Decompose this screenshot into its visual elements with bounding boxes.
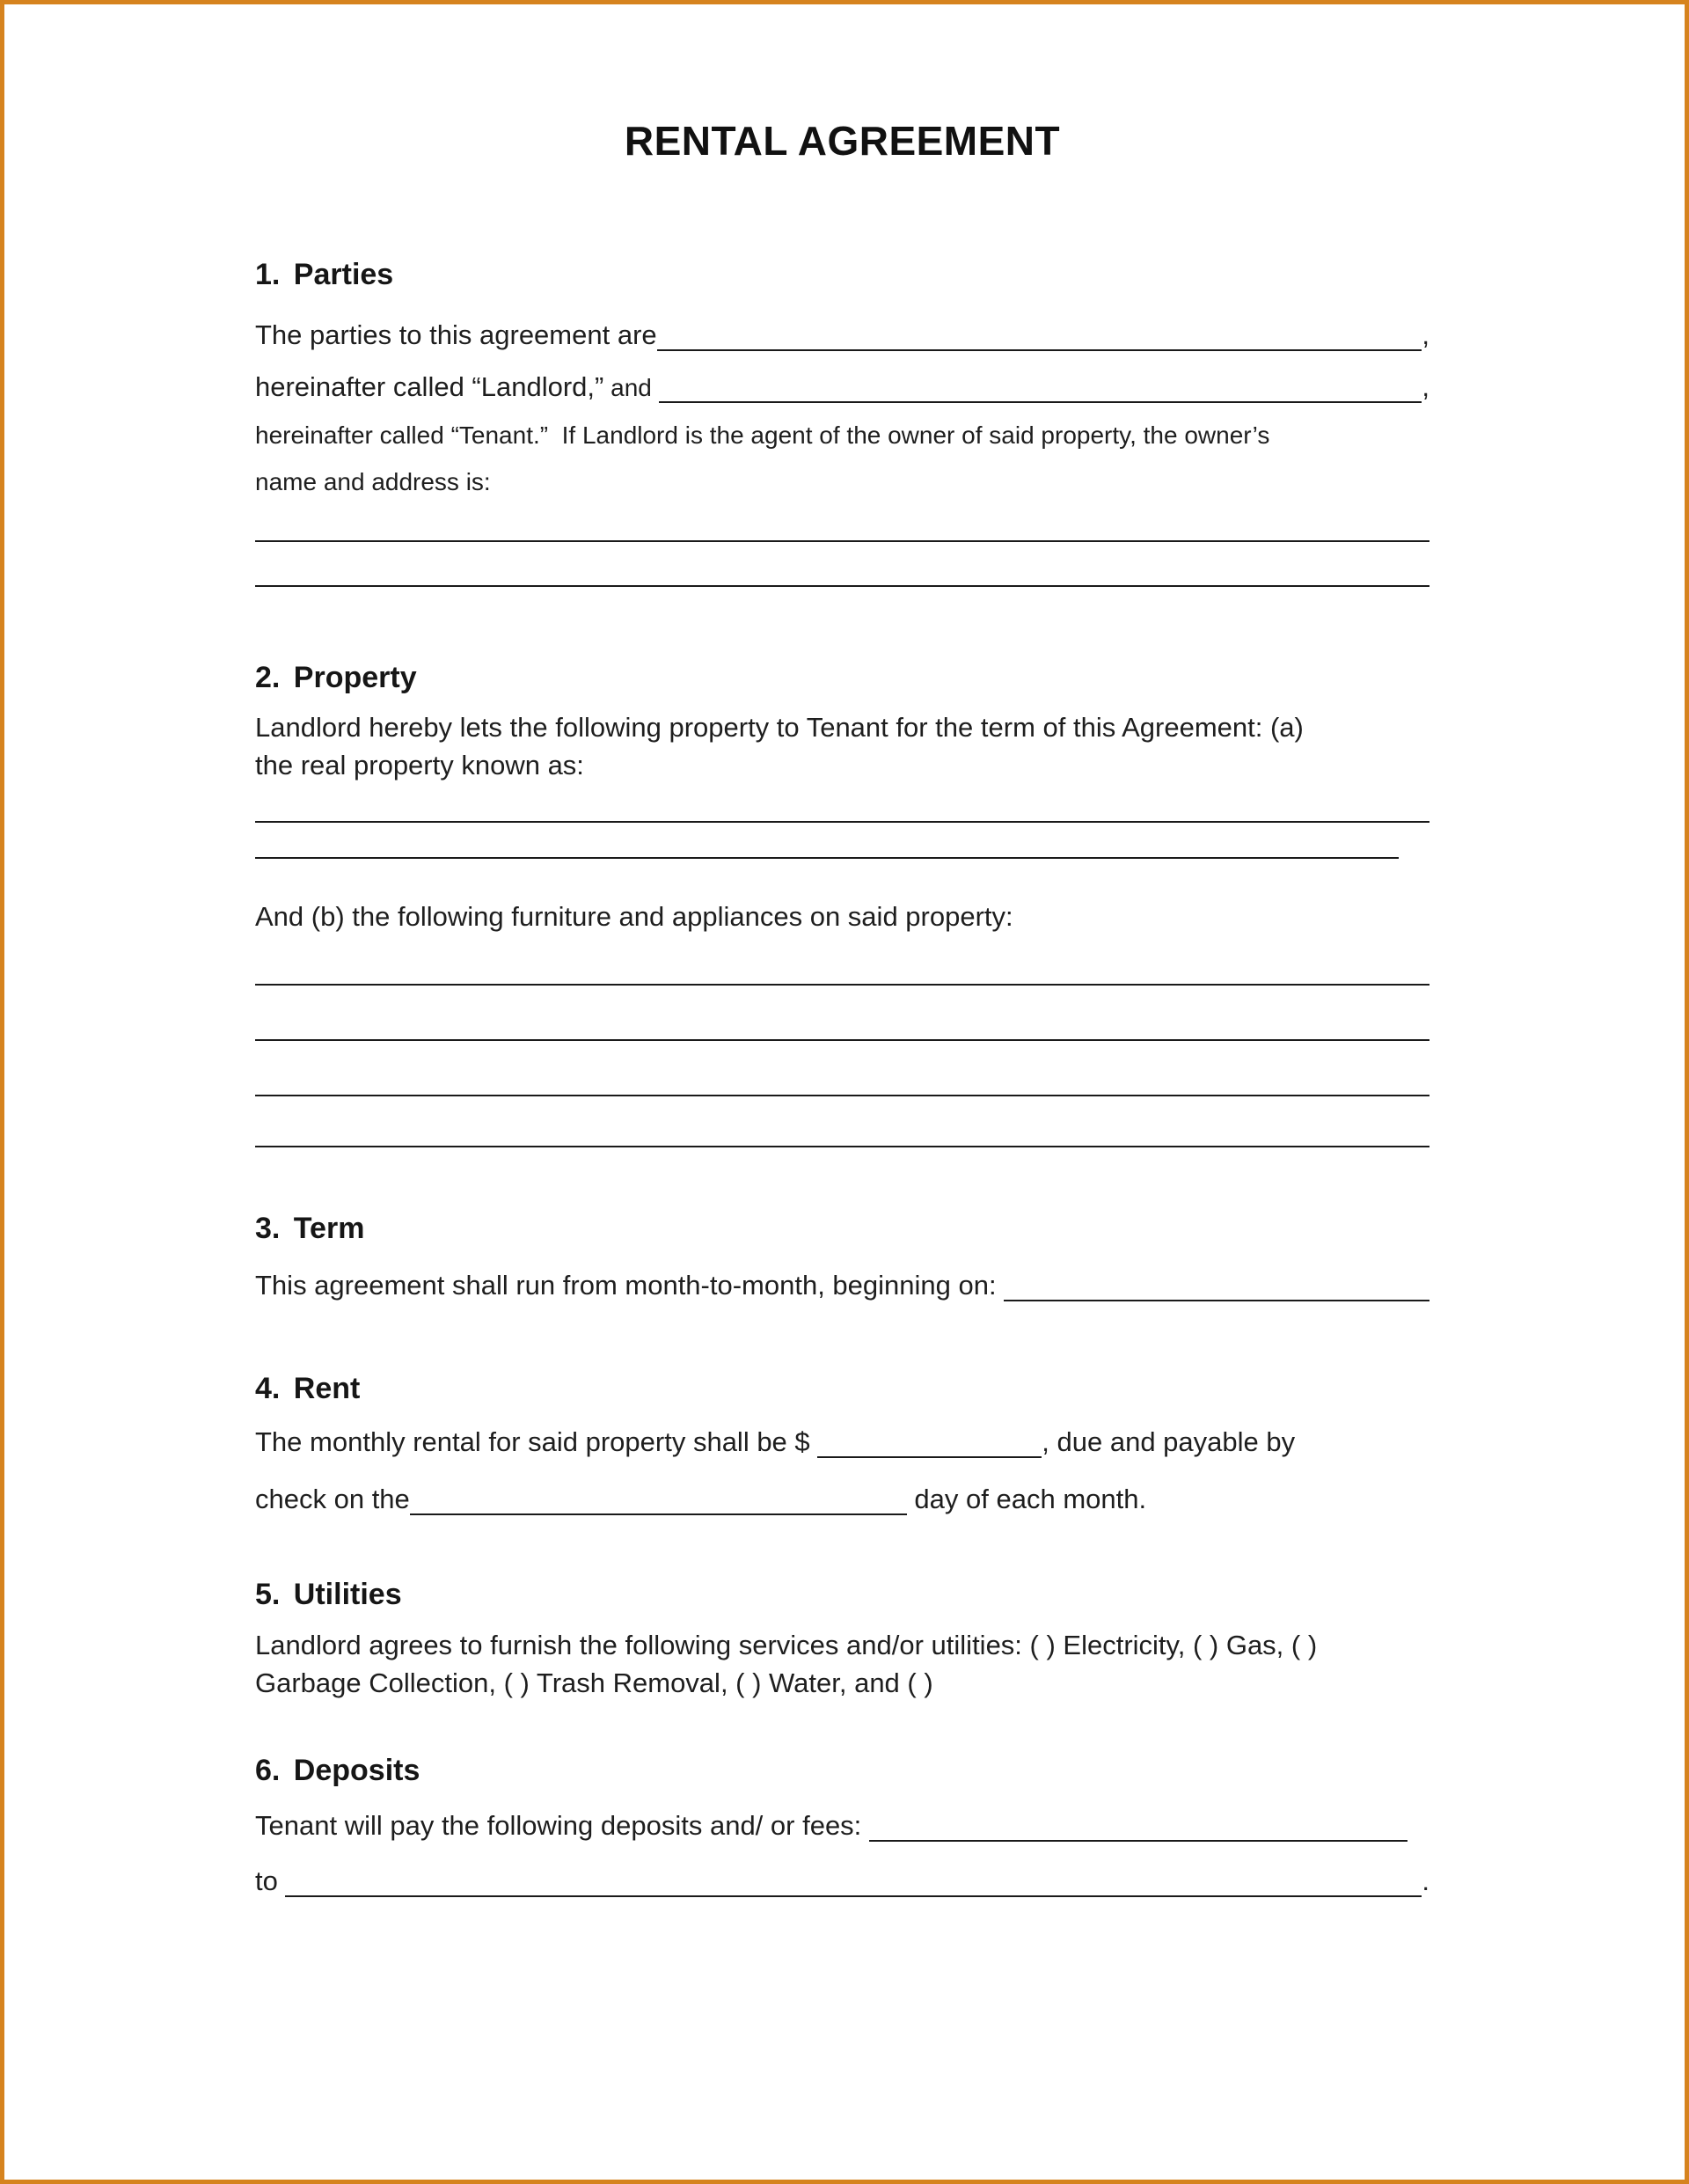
- rent-due-pre-text: check on the: [255, 1484, 410, 1514]
- rent-due-post-text: day of each month.: [906, 1484, 1147, 1514]
- parties-intro-line: [255, 314, 1429, 351]
- parties-address-label: name and address is:: [255, 468, 491, 495]
- property-paragraph: [255, 708, 1429, 784]
- term-text: This agreement shall run from month-to-month, beginning on:: [255, 1270, 1005, 1301]
- term-line: [255, 1264, 1429, 1301]
- parties-intro-text: The parties to this agreement are: [255, 319, 657, 350]
- section-heading-utilities: 5. Utilities: [255, 1578, 402, 1611]
- furniture-label: And (b) the following furniture and appliances on said property:: [255, 901, 1013, 932]
- rent-amount-field[interactable]: [817, 1456, 1042, 1458]
- tenant-name-field[interactable]: [659, 401, 1422, 403]
- parties-tenant-line: hereinafter called “Tenant.” If Landlord is the agent of the owner of said property, the owner’s: [255, 421, 1270, 449]
- property-address-field-2[interactable]: [255, 857, 1399, 859]
- rent-amount-post-text: , due and payable by: [1042, 1426, 1296, 1457]
- utilities-paragraph-line2: Garbage Collection, ( ) Trash Removal, ( ) Water, and ( ): [255, 1667, 933, 1698]
- rent-due-day-field[interactable]: [410, 1513, 907, 1515]
- deposit-to-field[interactable]: [285, 1895, 1422, 1897]
- furniture-field-1[interactable]: [255, 984, 1429, 986]
- landlord-label-text: hereinafter called “Landlord,”: [255, 371, 604, 402]
- property-paragraph-line1: Landlord hereby lets the following property to Tenant for the term of this Agreement: (a): [255, 712, 1304, 743]
- deposits-fees-text: Tenant will pay the following deposits and/ or fees:: [255, 1810, 869, 1841]
- rent-due-line: [255, 1478, 1429, 1515]
- section-heading-property: 2. Property: [255, 661, 417, 694]
- section-heading-parties: 1. Parties: [255, 258, 394, 291]
- deposits-to-line: [255, 1860, 1429, 1897]
- deposit-fees-field[interactable]: [869, 1840, 1408, 1842]
- owner-address-field-2[interactable]: [255, 585, 1429, 587]
- property-address-field-1[interactable]: [255, 821, 1429, 823]
- property-paragraph-line2: the real property known as:: [255, 750, 584, 781]
- parties-landlord-suffix: ,: [1422, 371, 1429, 402]
- rent-amount-pre-text: The monthly rental for said property shall be $: [255, 1426, 818, 1457]
- furniture-field-3[interactable]: [255, 1095, 1429, 1096]
- utilities-paragraph: [255, 1626, 1429, 1702]
- utilities-paragraph-line1: Landlord agrees to furnish the following services and/or utilities: ( ) Electricity, ( ) Gas, ( ): [255, 1630, 1318, 1660]
- furniture-field-2[interactable]: [255, 1039, 1429, 1041]
- parties-landlord-line: [255, 366, 1429, 403]
- owner-address-field-1[interactable]: [255, 540, 1429, 542]
- landlord-name-field[interactable]: [657, 349, 1422, 351]
- section-heading-term: 3. Term: [255, 1212, 365, 1245]
- deposits-to-suffix: .: [1422, 1865, 1429, 1896]
- landlord-and-text: and: [603, 374, 659, 401]
- term-start-date-field[interactable]: [1004, 1300, 1429, 1301]
- rent-amount-line: [255, 1421, 1429, 1458]
- document-title: RENTAL AGREEMENT: [624, 118, 1061, 164]
- deposits-to-text: to: [255, 1865, 286, 1896]
- section-heading-rent: 4. Rent: [255, 1372, 361, 1405]
- section-heading-deposits: 6. Deposits: [255, 1754, 420, 1787]
- deposits-fees-line: [255, 1805, 1429, 1842]
- parties-intro-suffix: ,: [1422, 319, 1429, 350]
- furniture-field-4[interactable]: [255, 1146, 1429, 1147]
